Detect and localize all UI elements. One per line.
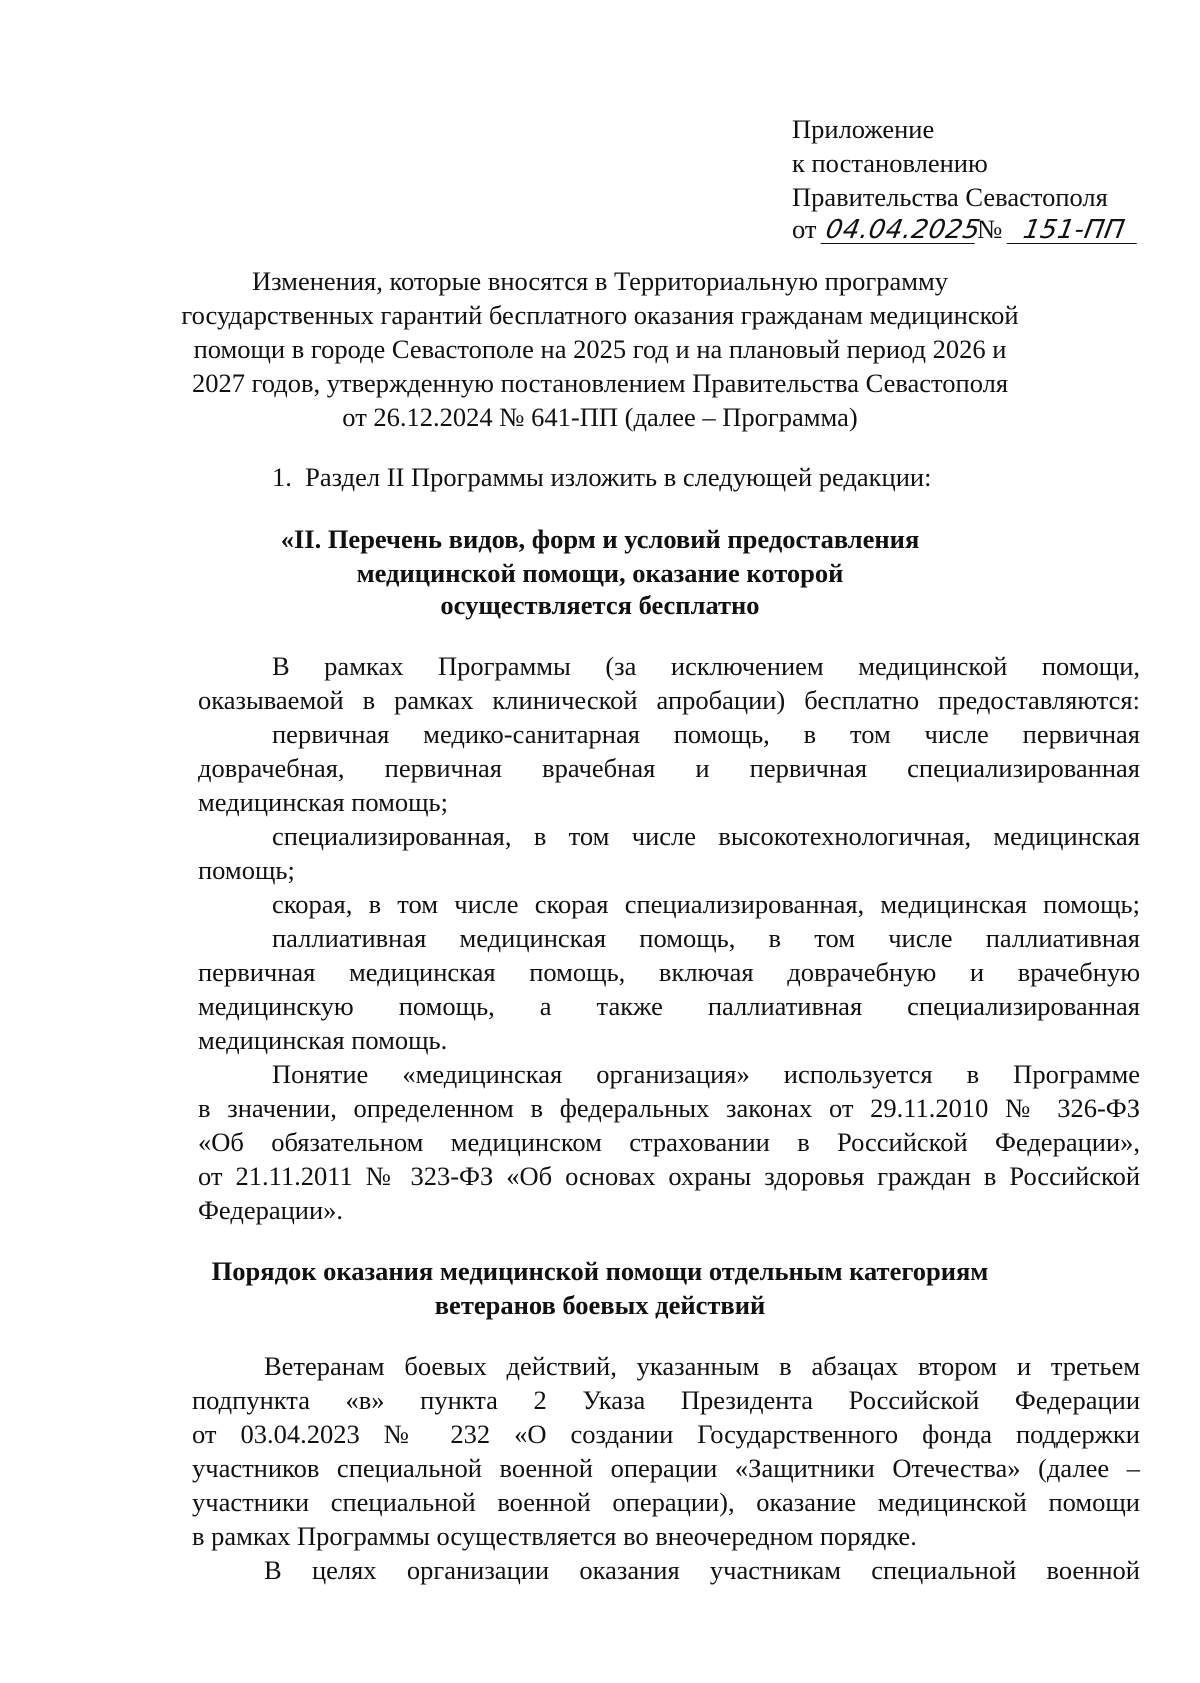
paragraph-line: от 21.11.2011 № 323-ФЗ «Об основах охраны здоровья граждан в Российской bbox=[198, 1161, 1140, 1191]
paragraph-line: В целях организации оказания участникам специальной военной bbox=[264, 1555, 1140, 1585]
paragraph-line: первичная медико-санитарная помощь, в том числе первичная bbox=[272, 719, 1140, 749]
title-line: государственных гарантий бесплатного оказания гражданам медицинской bbox=[181, 300, 1019, 330]
appendix-government: Правительства Севастополя bbox=[792, 182, 1108, 212]
paragraph-line: медицинская помощь; bbox=[198, 787, 449, 817]
title-line: от 26.12.2024 № 641-ПП (далее – Программа) bbox=[342, 402, 858, 432]
paragraph-line: Понятие «медицинская организация» используется в Программе bbox=[272, 1059, 1140, 1089]
paragraph-line: оказываемой в рамках клинической апробации) бесплатно предоставляются: bbox=[198, 685, 1140, 715]
heading-line: медицинской помощи, оказание которой bbox=[356, 558, 844, 588]
title-line: 2027 годов, утвержденную постановлением Правительства Севастополя bbox=[191, 368, 1009, 398]
paragraph-line: Ветеранам боевых действий, указанным в абзацах втором и третьем bbox=[264, 1351, 1140, 1381]
heading-line: Порядок оказания медицинской помощи отдельным категориям bbox=[211, 1256, 989, 1286]
paragraph-line: в рамках Программы осуществляется во внеочередном порядке. bbox=[192, 1521, 917, 1551]
number-sign: № bbox=[977, 214, 1003, 244]
paragraph-line: скорая, в том числе скорая специализированная, медицинская помощь; bbox=[272, 889, 1140, 919]
appendix-to-resolution: к постановлению bbox=[792, 148, 988, 178]
heading-line: осуществляется бесплатно bbox=[440, 590, 760, 620]
paragraph-line: В рамках Программы (за исключением медицинской помощи, bbox=[272, 651, 1140, 681]
handwritten-number: 151-ПП bbox=[1007, 217, 1142, 244]
title-line: Изменения, которые вносятся в Территориальную программу bbox=[251, 266, 949, 296]
title-line: помощи в городе Севастополе на 2025 год и на плановый период 2026 и bbox=[193, 334, 1007, 364]
paragraph-line: медицинскую помощь, а также паллиативная специализированная bbox=[198, 991, 1140, 1021]
paragraph-line: паллиативная медицинская помощь, в том числе паллиативная bbox=[272, 923, 1140, 953]
paragraph-line: «Об обязательном медицинском страховании в Российской Федерации», bbox=[198, 1127, 1140, 1157]
list-item-1: 1. Раздел II Программы изложить в следующей редакции: bbox=[272, 462, 932, 492]
paragraph-line: доврачебная, первичная врачебная и первичная специализированная bbox=[198, 753, 1140, 783]
paragraph-line: от 03.04.2023 № 232 «О создании Государственного фонда поддержки bbox=[192, 1419, 1140, 1449]
paragraph-line: участников специальной военной операции «Защитники Отечества» (далее – bbox=[192, 1453, 1140, 1483]
paragraph-line: специализированная, в том числе высокотехнологичная, медицинская bbox=[272, 821, 1140, 851]
heading-line: ветеранов боевых действий bbox=[434, 1290, 766, 1320]
paragraph-line: помощь; bbox=[198, 855, 295, 885]
paragraph-line: Федерации». bbox=[198, 1195, 344, 1225]
paragraph-line: подпункта «в» пункта 2 Указа Президента Российской Федерации bbox=[192, 1385, 1140, 1415]
paragraph-line: в значении, определенном в федеральных законах от 29.11.2010 № 326-ФЗ bbox=[198, 1093, 1140, 1123]
paragraph-line: первичная медицинская помощь, включая доврачебную и врачебную bbox=[198, 957, 1140, 987]
paragraph-line: медицинская помощь. bbox=[198, 1025, 448, 1055]
appendix-label: Приложение bbox=[792, 114, 935, 144]
heading-line: «II. Перечень видов, форм и условий предоставления bbox=[280, 524, 920, 554]
handwritten-date: 04.04.2025 bbox=[821, 217, 980, 244]
from-prefix: от bbox=[792, 214, 817, 244]
paragraph-line: участники специальной военной операции), оказание медицинской помощи bbox=[192, 1487, 1140, 1517]
appendix-date-number-line bbox=[792, 213, 1139, 245]
